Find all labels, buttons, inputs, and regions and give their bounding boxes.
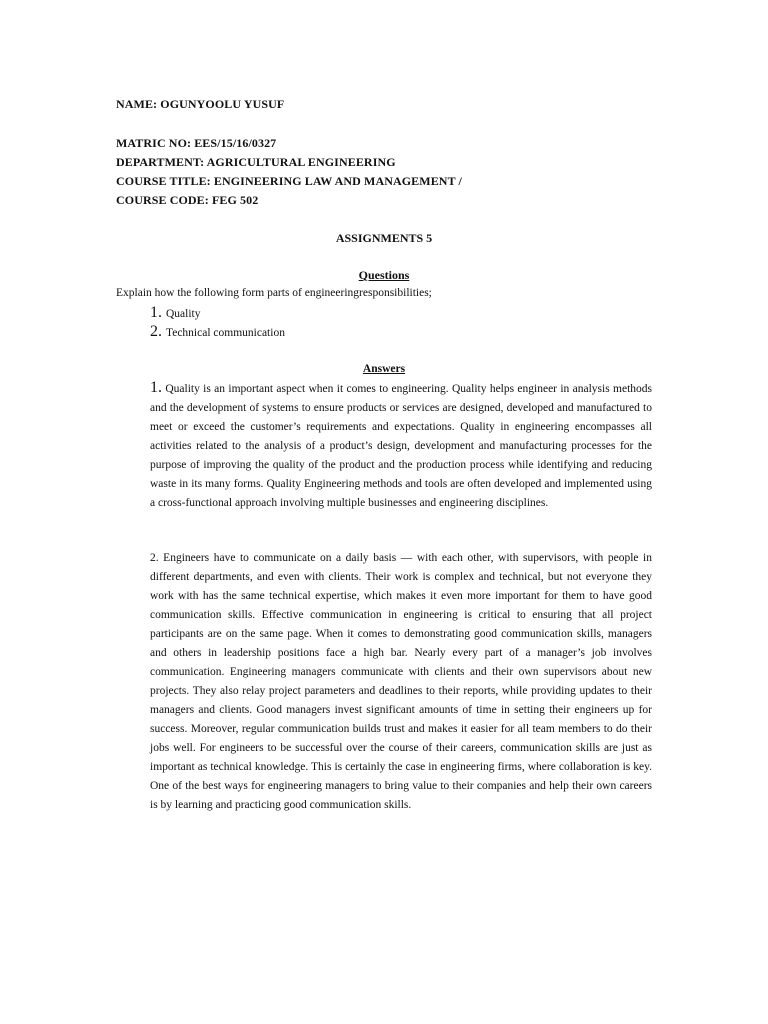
question-text: Quality: [166, 308, 201, 320]
answer-1-text: Quality is an important aspect when it comes to engineering. Quality helps engineer in analysis methods and the development of systems to ensure products or services are designed, developed and manufactured to meet or exceed the customer’s requirements and expectations. Quality in engineering encompasses all activities related to the analysis of a product’s design, development and manufacturing processes for the purpose of improving the quality of the product and the production process while identifying and reducing waste in its many forms. Quality Engineering methods and tools are often developed and implemented using a cross-functional approach involving multiple businesses and engineering disciplines.: [150, 383, 652, 509]
question-text: Technical communication: [166, 327, 285, 339]
course-title: COURSE TITLE: ENGINEERING LAW AND MANAGEMENT /: [116, 174, 462, 188]
student-name: NAME: OGUNYOOLU YUSUF: [116, 97, 285, 111]
matric-number: MATRIC NO: EES/15/16/0327: [116, 136, 277, 150]
questions-heading: Questions: [358, 268, 410, 282]
question-number: 1.: [150, 304, 162, 321]
answers-heading: Answers: [362, 363, 406, 375]
department: DEPARTMENT: AGRICULTURAL ENGINEERING: [116, 155, 396, 169]
question-number: 2.: [150, 323, 162, 340]
answer-2-paragraph: 2. Engineers have to communicate on a daily basis — with each other, with supervisors, with people in different departments, and even with clients. Their work is complex and technical, but not everyone they work with has the same technical expertise, which makes it even more important for them to have good communication skills. Effective communication in engineering is critical to ensuring that all project participants are on the same page. When it comes to demonstrating good communication skills, managers and others in leadership positions face a high bar. Nearly every part of a manager’s job involves communication. Engineering managers communicate with clients and their own supervisors about new projects. They also relay project parameters and deadlines to their reports, while providing updates to their managers and clients. Good managers invest significant amounts of time in setting their engineers up for success. Moreover, regular communication builds trust and makes it easier for all team members to do their jobs well. For engineers to be successful over the course of their careers, communication skills are just as important as technical knowledge. This is certainly the case in engineering firms, where collaboration is key. One of the best ways for engineering managers to bring value to their companies and help their own careers is by learning and practicing good communication skills.: [150, 552, 652, 811]
question-item: [150, 304, 201, 322]
questions-intro: Explain how the following form parts of engineeringresponsibilities;: [116, 287, 432, 299]
question-item: [150, 323, 285, 341]
course-code: COURSE CODE: FEG 502: [116, 193, 259, 207]
answer-1-number: 1.: [150, 379, 162, 396]
assignment-title: ASSIGNMENTS 5: [335, 231, 433, 245]
answer-1-paragraph: [150, 378, 652, 513]
